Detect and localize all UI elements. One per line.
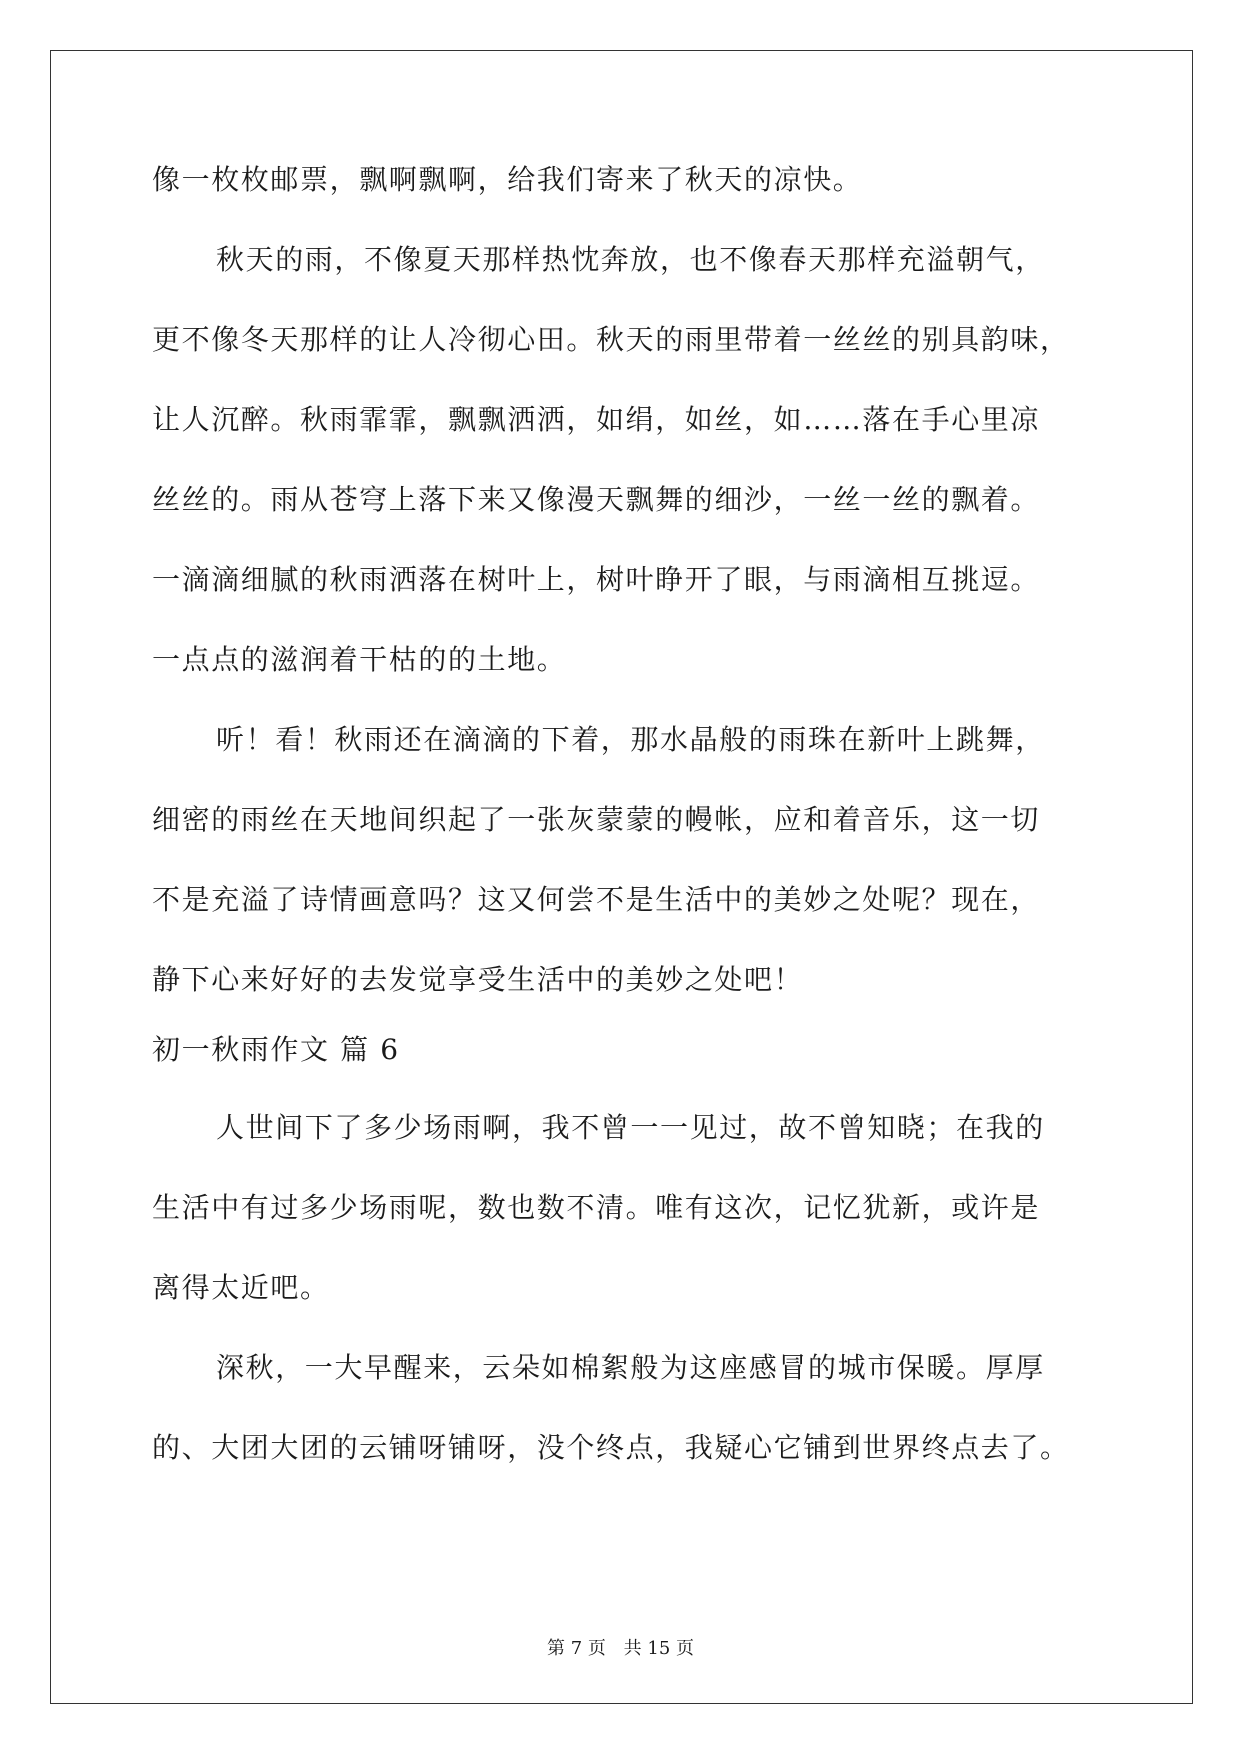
page-total: 共 15 页 [623,1638,694,1659]
text-line: 像一枚枚邮票，飘啊飘啊，给我们寄来了秋天的凉快。 [152,163,863,196]
text-line: 更不像冬天那样的让人冷彻心田。秋天的雨里带着一丝丝的别具韵味， [152,323,1070,356]
paragraph-start: 秋天的雨，不像夏天那样热忱奔放，也不像春天那样充溢朝气， [216,243,1045,276]
text-line: 生活中有过多少场雨呢，数也数不清。唯有这次，记忆犹新，或许是 [152,1191,1041,1224]
paragraph-start: 深秋，一大早醒来，云朵如棉絮般为这座感冒的城市保暖。厚厚 [216,1351,1045,1384]
page-number: 第 7 页 [547,1638,606,1659]
section-heading: 初一秋雨作文 篇 6 [152,1033,400,1066]
paragraph-start: 听！看！秋雨还在滴滴的下着，那水晶般的雨珠在新叶上跳舞， [216,723,1045,756]
text-line: 的、大团大团的云铺呀铺呀，没个终点，我疑心它铺到世界终点去了。 [152,1431,1070,1464]
text-line: 让人沉醉。秋雨霏霏，飘飘洒洒，如绢，如丝，如……落在手心里凉 [152,403,1041,436]
text-line: 丝丝的。雨从苍穹上落下来又像漫天飘舞的细沙，一丝一丝的飘着。 [152,483,1041,516]
page-footer [0,1637,1241,1661]
text-line: 离得太近吧。 [152,1271,330,1304]
text-line: 静下心来好好的去发觉享受生活中的美妙之处吧！ [152,963,804,996]
text-line: 一点点的滋润着干枯的的土地。 [152,643,567,676]
text-line: 细密的雨丝在天地间织起了一张灰蒙蒙的幔帐，应和着音乐，这一切 [152,803,1041,836]
text-line: 不是充溢了诗情画意吗？这又何尝不是生活中的美妙之处呢？现在， [152,883,1041,916]
text-line: 一滴滴细腻的秋雨洒落在树叶上，树叶睁开了眼，与雨滴相互挑逗。 [152,563,1041,596]
paragraph-start: 人世间下了多少场雨啊，我不曾一一见过，故不曾知晓；在我的 [216,1111,1045,1144]
